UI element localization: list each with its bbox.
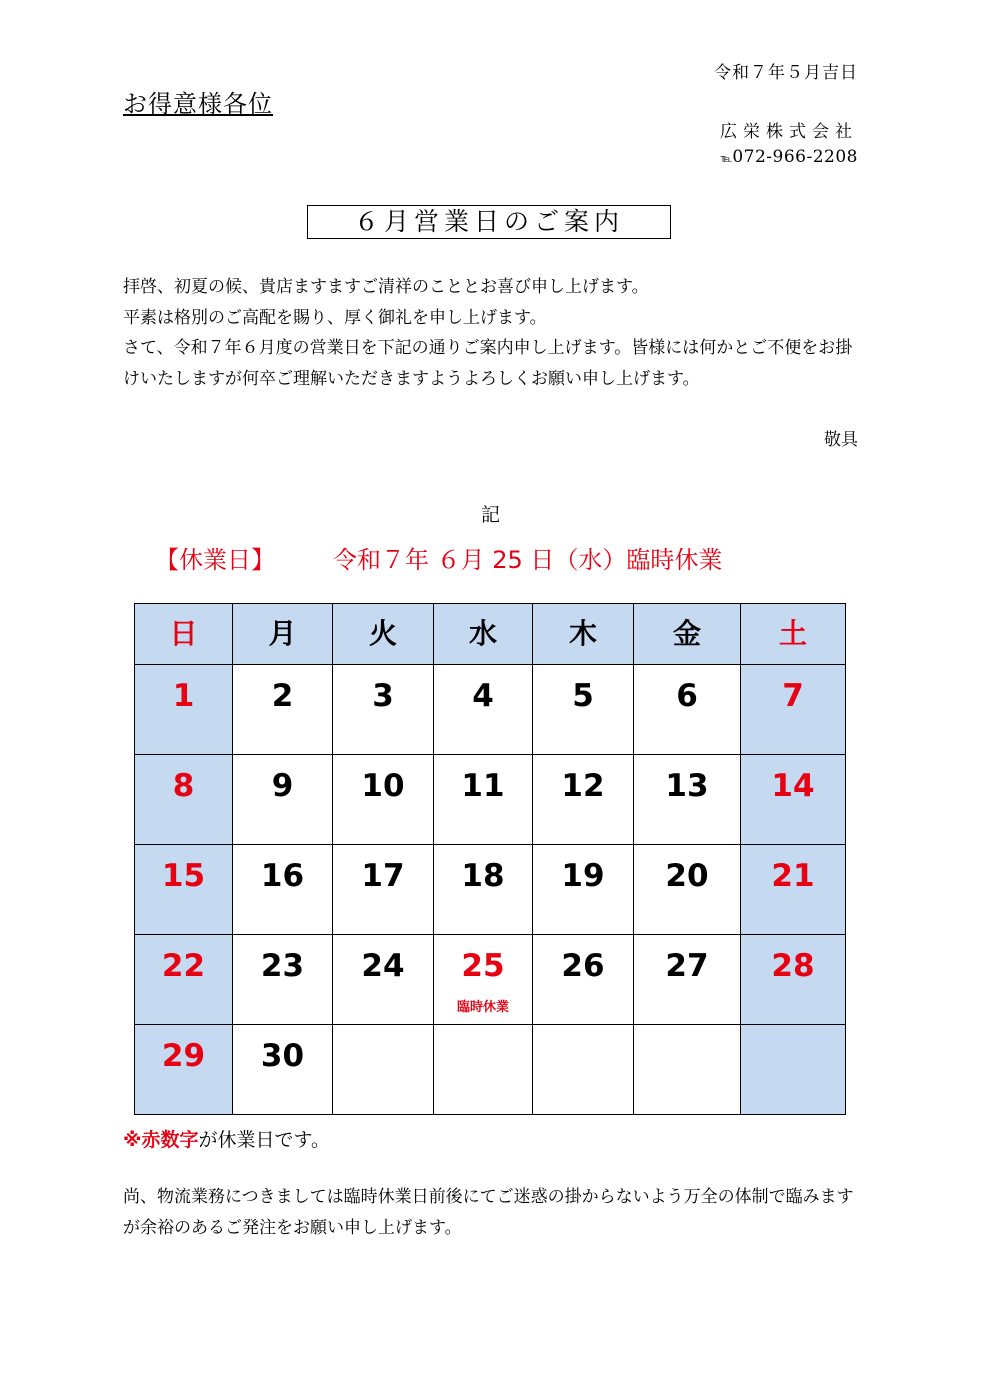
- calendar-day-cell: [741, 665, 846, 755]
- calendar-day-cell: [135, 665, 233, 755]
- day-number: 1: [172, 678, 195, 714]
- calendar-day-cell: [135, 845, 233, 935]
- calendar-day-cell: [333, 845, 434, 935]
- day-number: 20: [665, 858, 709, 894]
- calendar-day-cell: [434, 755, 533, 845]
- calendar-day-cell: [233, 1025, 333, 1115]
- weekday-header: 日: [135, 604, 233, 665]
- calendar-day-cell: [741, 755, 846, 845]
- calendar-week-row: [135, 755, 846, 845]
- day-number: 18: [461, 858, 505, 894]
- day-number: 22: [161, 948, 206, 984]
- day-number: 14: [771, 768, 815, 804]
- calendar-day-cell: [533, 935, 634, 1025]
- calendar-day-cell: [135, 755, 233, 845]
- day-number: 17: [361, 858, 405, 894]
- calendar-week-row: [135, 1025, 846, 1115]
- temporary-closure-note: 臨時休業: [456, 1000, 509, 1015]
- calendar-empty-cell: [741, 1025, 846, 1115]
- calendar-day-cell: [634, 935, 741, 1025]
- calendar-week-row: [135, 935, 846, 1025]
- calendar-table: [134, 603, 846, 1115]
- calendar-day-cell: [634, 845, 741, 935]
- day-number: 9: [271, 768, 294, 804]
- calendar-day-cell: [233, 665, 333, 755]
- day-number: 30: [260, 1038, 305, 1074]
- day-number: 26: [561, 948, 605, 984]
- body-paragraph: 平素は格別のご高配を賜り、厚く御礼を申し上げます。: [123, 307, 547, 328]
- day-number: 24: [361, 948, 405, 984]
- day-number: 6: [676, 678, 698, 714]
- calendar-day-cell: [333, 755, 434, 845]
- weekday-header: 火: [333, 604, 434, 665]
- weekday-header: 金: [634, 604, 741, 665]
- day-number: 13: [665, 768, 709, 804]
- issue-date: 令和７年５月吉日: [714, 63, 858, 83]
- calendar-day-cell: [634, 665, 741, 755]
- day-number: 8: [172, 768, 195, 804]
- calendar-day-cell: [533, 845, 634, 935]
- day-number: 2: [271, 678, 294, 714]
- weekday-header: 木: [533, 604, 634, 665]
- calendar-week-row: [135, 845, 846, 935]
- special-holiday-cell: [434, 935, 533, 1025]
- calendar-empty-cell: [634, 1025, 741, 1115]
- day-number: 15: [161, 858, 206, 894]
- day-number: 21: [771, 858, 815, 894]
- calendar-day-cell: [434, 665, 533, 755]
- calendar-day-cell: [135, 1025, 233, 1115]
- day-number: 4: [472, 678, 494, 714]
- holiday-label: 【休業日】: [155, 546, 275, 574]
- greeting-body: [123, 272, 863, 394]
- day-number: 23: [260, 948, 305, 984]
- day-number: 29: [161, 1038, 206, 1074]
- calendar-day-cell: [233, 935, 333, 1025]
- weekday-header: 水: [434, 604, 533, 665]
- tel-number: 072-966-2208: [732, 147, 858, 167]
- calendar-day-cell: [634, 755, 741, 845]
- day-number: 25: [461, 948, 505, 984]
- calendar-day-cell: [533, 755, 634, 845]
- holiday-date: 令和７年 ６月 25 日（水）臨時休業: [333, 546, 723, 574]
- calendar-week-row: [135, 665, 846, 755]
- day-number: 27: [665, 948, 709, 984]
- weekday-header: 月: [233, 604, 333, 665]
- red-number-label: ※赤数字: [123, 1129, 199, 1151]
- weekday-header: 土: [741, 604, 846, 665]
- day-number: 3: [372, 678, 394, 714]
- calendar-day-cell: [741, 845, 846, 935]
- day-number: 12: [561, 768, 605, 804]
- calendar-day-cell: [533, 665, 634, 755]
- day-number: 7: [782, 678, 804, 714]
- company-name: 広栄株式会社: [720, 122, 858, 142]
- calendar-day-cell: [233, 845, 333, 935]
- calendar-day-cell: [333, 665, 434, 755]
- day-number: 11: [461, 768, 505, 804]
- closing-word: 敬具: [824, 430, 858, 450]
- body-paragraph: 拝啓、初夏の候、貴店ますますご清祥のこととお喜び申し上げます。: [123, 277, 649, 297]
- calendar-empty-cell: [333, 1025, 434, 1115]
- calendar-day-cell: [135, 935, 233, 1025]
- page-title: ６月営業日のご案内: [307, 205, 671, 239]
- holiday-note: [123, 1125, 330, 1152]
- holiday-line: [155, 540, 722, 575]
- company-tel: [721, 147, 858, 167]
- day-number: 28: [771, 948, 815, 984]
- note-rest: が休業日です。: [198, 1129, 330, 1151]
- day-number: 16: [260, 858, 305, 894]
- footer-paragraph: 尚、物流業務につきましては臨時休業日前後にてご迷惑の掛からないよう万全の体制で臨みますが余裕のあるご発注をお願い申し上げます。: [123, 1187, 854, 1238]
- calendar-empty-cell: [533, 1025, 634, 1115]
- calendar-empty-cell: [434, 1025, 533, 1115]
- calendar-day-cell: [741, 935, 846, 1025]
- day-number: 5: [572, 678, 594, 714]
- addressee: お得意様各位: [123, 90, 273, 118]
- body-paragraph: さて、令和７年６月度の営業日を下記の通りご案内申し上げます。皆様には何かとご不便をお掛けいたしますが何卒ご理解いただきますようよろしくお願い申し上げます。: [123, 338, 853, 389]
- day-number: 19: [561, 858, 605, 894]
- ki-heading: 記: [480, 504, 500, 526]
- footer-note: [123, 1182, 863, 1243]
- calendar-header-row: [135, 604, 846, 665]
- day-number: 10: [361, 768, 405, 804]
- calendar-day-cell: [233, 755, 333, 845]
- calendar-day-cell: [434, 845, 533, 935]
- tel-mark: ℡: [720, 152, 733, 165]
- calendar-day-cell: [333, 935, 434, 1025]
